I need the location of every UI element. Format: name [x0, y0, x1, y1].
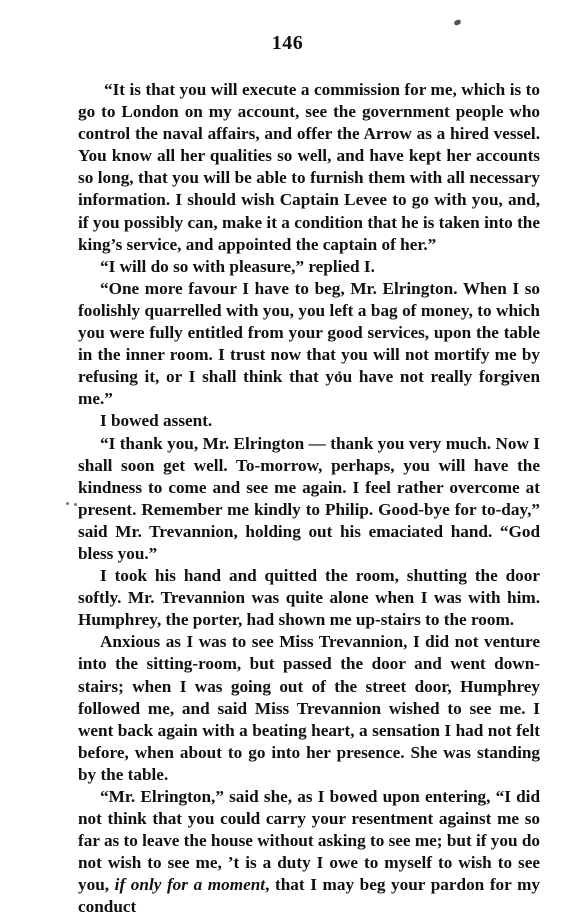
paragraph-text: “Mr. Elrington,” said she, as I bowed upon entering, “I did not think that you could carry your resentment against me so far as to leave the house without asking to see me; but if you do not wish to see me, ’t is a duty I owe to myself to wish to see you, [78, 787, 540, 895]
ink-dot [66, 502, 69, 505]
italic-emphasis: if only for a moment [114, 875, 266, 895]
paragraph: “One more favour I have to beg, Mr. Elrington. When I so foolishly quarrelled with you, you left a bag of money, to which you were fully entitled from your good services, upon the table in the inner room. I trust now that you will not mortify me by refusing it, or I shall think that you have not really forgiven me.” [78, 278, 540, 409]
paragraph: Anxious as I was to see Miss Trevannion, I did not venture into the sitting-room, but passed the door and went down-stairs; when I was going out of the street door, Humphrey followed me, and said Miss Trevannion wished to see me. I went back again with a beating heart, a sensation I had not felt before, when about to go into her presence. She was standing by the table. [78, 632, 540, 784]
paragraph: “I thank you, Mr. Elrington — thank you very much. Now I shall soon get well. To-morrow, perhaps, you will have the kindness to come and see me again. I feel rather overcome at present. Remember me kindly to Philip. Good-bye for to-day,” said Mr. Trevannion, holding out his emaciated hand. “God bless you.” [78, 433, 540, 563]
body-text [78, 79, 540, 919]
ink-speck [453, 19, 461, 26]
page-number: 146 [271, 32, 304, 54]
paragraph: I took his hand and quitted the room, shutting the door softly. Mr. Trevannion was quite alone when I was with him. Humphrey, the porter, had shown me up-stairs to the room. [78, 566, 540, 630]
paragraph-ending: , that I may beg your pardon for my conduct [78, 875, 541, 917]
ink-dot [74, 503, 77, 506]
paragraph: I bowed assent. [100, 411, 213, 431]
paragraph: “It is that you will execute a commission for me, which is to go to London on my account, see the government people who control the naval affairs, and offer the Arrow as a hired vessel. You know all her qualities so well, and have kept her accounts so long, that you will be able to furnish them with all necessary information. I should wish Captain Levee to go with you, and, if you possibly can, make it a condition that he is taken into the king’s service, and appointed the captain of her.” [78, 80, 540, 254]
paragraph: “I will do so with pleasure,” replied I. [100, 256, 375, 276]
paragraph-continued [78, 786, 540, 919]
